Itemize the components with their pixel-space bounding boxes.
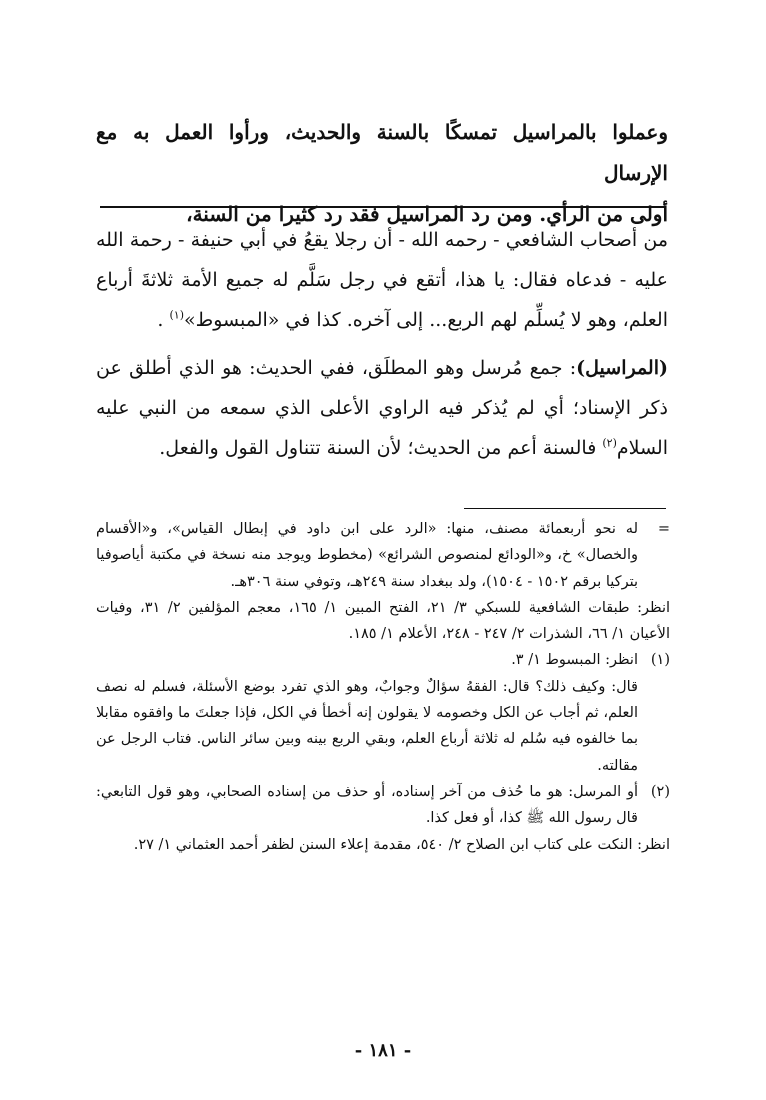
footnote-1 xyxy=(96,647,670,673)
main-divider xyxy=(100,206,666,208)
footnote-2 xyxy=(96,779,670,832)
main-text-line: وعملوا بالمراسيل تمسكًا بالسنة والحديث، ورأوا العمل به مع الإرسال xyxy=(96,120,668,185)
footnotes xyxy=(96,516,670,858)
main-text-line: أولى من الرأي. ومن رد المراسيل فقد رد كثيرا من السنة، xyxy=(186,202,668,226)
main-text xyxy=(96,112,668,235)
footnote-sources: انظر: طبقات الشافعية للسبكي ٣/ ٢١، الفتح المبين ١/ ١٦٥، معجم المؤلفين ٢/ ٣١، وفيات الأعيان ١/ ٦٦، الشذرات ٢/ ٢٤٧ - ٢٤٨، الأعلام ١/ ١٨٥. xyxy=(96,599,671,643)
footnote-text: أو المرسل: هو ما حُذف من آخر إسناده، أو حذف من إسناده الصحابي، وهو قول التابعي: قال رسول الله ﷺ كذا، أو فعل كذا. xyxy=(96,783,638,827)
footnote-number: (٢) xyxy=(650,783,670,800)
footnote-divider xyxy=(464,508,666,509)
commentary-text: فالسنة أعم من الحديث؛ لأن السنة تتناول القول والفعل. xyxy=(159,437,597,459)
term-heading: (المراسيل) xyxy=(576,357,668,379)
commentary-text: : جمع مُرسل وهو المطلَق، ففي الحديث: هو الذي أطلق عن ذكر الإسناد؛ أي لم يُذكر فيه الراوي الأعلى الذي سمعه من النبي عليه السلام xyxy=(96,357,668,459)
footnote-2-sources: انظر: النكت على كتاب ابن الصلاح ٢/ ٥٤٠، مقدمة إعلاء السنن لظفر أحمد العثماني ١/ ٢٧. xyxy=(133,836,670,853)
footnote-ref: (١) xyxy=(169,308,185,322)
continuation-marker: = xyxy=(657,521,670,537)
footnote-ref: (٢) xyxy=(602,436,617,450)
commentary-text: من أصحاب الشافعي - رحمه الله - أن رجلا يقعُ في أبي حنيفة - رحمة الله عليه - فدعاه فقال: يا هذا، أتقع في رجل سَلَّم له جميع الأمة ثلاثةَ أرباع العلم، وهو لا يُسلِّم لهم الربع... إلى آخره. كذا في «المبسوط» xyxy=(96,229,668,331)
punctuation: . xyxy=(157,309,164,331)
footnote-text: له نحو أربعمائة مصنف، منها: «الرد على ابن داود في إبطال القياس»، و«الأقسام والخصال» خ، و«الودائع لمنصوص الشرائع» (مخطوط ويوجد منه نسخة في مكتبة أياصوفيا بتركيا برقم ١٥٠٢ - ١٥٠٤)، ولد ببغداد سنة ٢٤٩هـ، وتوفي سنة ٣٠٦هـ. xyxy=(96,521,638,590)
commentary xyxy=(96,220,668,468)
footnote-continued xyxy=(96,516,670,595)
footnote-1-body: قال: وكيف ذلك؟ قال: الفقهُ سؤالٌ وجوابٌ، وهو الذي تفرد بوضع الأسئلة، فسلم له نصف العلم، ثم أجاب عن الكل وخصومه لا يقولون إنه أخطأ في الكل، فإذا جعلتَ ما وافقوه مقابلا بما خالفوه فيه سُلم له ثلاثة أرباع العلم، وبقي الربع بينه وبين سائر الناس. فتاب الرجل عن مقالته. xyxy=(96,678,638,774)
footnote-text: انظر: المبسوط ١/ ٣. xyxy=(511,652,638,669)
page-number: - ١٨١ - xyxy=(354,1040,412,1061)
commentary-paragraph xyxy=(96,348,668,468)
commentary-paragraph xyxy=(96,220,668,340)
footnote-number: (١) xyxy=(650,652,670,669)
